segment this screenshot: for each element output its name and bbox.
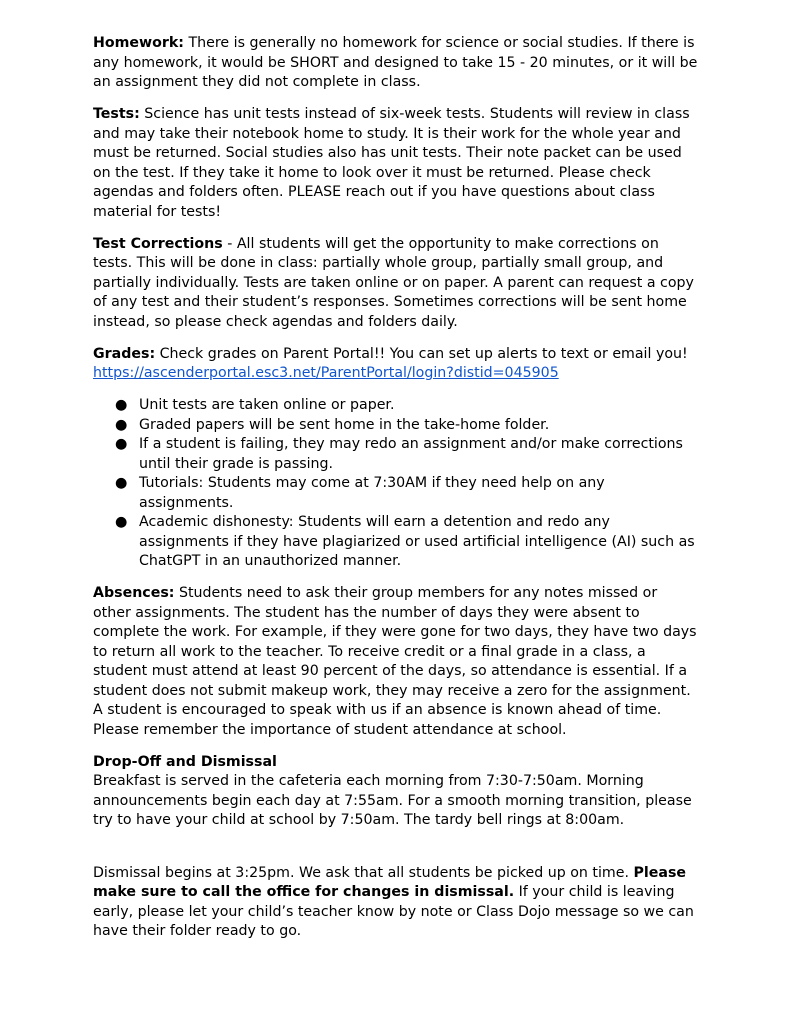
test-corrections-section bbox=[93, 235, 699, 333]
bullet-icon: ● bbox=[115, 397, 128, 413]
list-item-text: Graded papers will be sent home in the take-home folder. bbox=[139, 416, 550, 433]
dismissal-bold-text: Please make sure to call the office for changes in dismissal. bbox=[93, 864, 687, 900]
parent-portal-link[interactable]: https://ascenderportal.esc3.net/ParentPortal/login?distid=045905 bbox=[93, 365, 559, 381]
absences-text: Students need to ask their group members for any notes missed or other assignments. The student has the number of days they were absent to complete the work. For example, if they were gone for two days, they have two days to return all work to the teacher. To receive credit or a final grade in a class, a student must attend at least 90 percent of the days, so attendance is essential. If a student does not submit makeup work, they may receive a zero for the assignment. A student is encouraged to speak with us if an absence is known ahead of time. Please remember the importance of student attendance at school. bbox=[93, 585, 697, 738]
tests-text: Science has unit tests instead of six-week tests. Students will review in class and may take their notebook home to study. It is their work for the whole year and must be returned. Social studies also has unit tests. Their note packet can be used on the test. If they take it home to look over it must be returned. Please check agendas and folders often. PLEASE reach out if you have questions about class material for tests! bbox=[93, 106, 690, 220]
bullet-icon: ● bbox=[115, 436, 128, 452]
homework-text: There is generally no homework for science or social studies. If there is any homework, it would be SHORT and designed to take 15 - 20 minutes, or it will be an assignment they did not complete in class. bbox=[93, 35, 698, 90]
dismissal-text-end: If your child is leaving early, please let your child’s teacher know by note or Class Dojo message so we can have their folder ready to go. bbox=[93, 884, 694, 939]
test-corrections-label: Test Corrections bbox=[93, 235, 223, 252]
grades-text: Check grades on Parent Portal!! You can set up alerts to text or email you! bbox=[155, 345, 688, 362]
list-item bbox=[93, 435, 699, 474]
grades-bullet-list bbox=[93, 396, 699, 572]
dropoff-heading: Drop-Off and Dismissal bbox=[93, 753, 277, 770]
list-item bbox=[93, 396, 699, 416]
list-item bbox=[93, 474, 699, 513]
list-item-text: Academic dishonesty: Students will earn a detention and redo any assignments if they have plagiarized or used artificial intelligence (AI) such as ChatGPT in an unauthorized manner. bbox=[139, 514, 695, 569]
grades-label: Grades: bbox=[93, 345, 156, 362]
dropoff-section bbox=[93, 753, 699, 831]
homework-label: Homework: bbox=[93, 35, 184, 51]
grades-section bbox=[93, 345, 699, 384]
bullet-icon: ● bbox=[115, 475, 128, 491]
test-corrections-text: - All students will get the opportunity to make corrections on tests. This will be done in class: partially whole group, partially small group, and partially individually. Tests are taken online or on paper. A parent can request a copy of any test and their student’s responses. Sometimes corrections will be sent home instead, so please check agendas and folders daily. bbox=[93, 235, 694, 330]
list-item-text: Unit tests are taken online or paper. bbox=[139, 397, 395, 413]
dismissal-text: Dismissal begins at 3:25pm. We ask that all students be picked up on time. bbox=[93, 864, 634, 881]
bullet-icon: ● bbox=[115, 514, 128, 530]
list-item-text: Tutorials: Students may come at 7:30AM if they need help on any assignments. bbox=[139, 475, 605, 511]
document-page bbox=[93, 34, 699, 942]
blank-line bbox=[93, 831, 699, 864]
list-item bbox=[93, 416, 699, 436]
tests-label: Tests: bbox=[93, 106, 140, 122]
tests-section bbox=[93, 105, 699, 222]
absences-label: Absences: bbox=[93, 585, 175, 601]
breakfast-text: Breakfast is served in the cafeteria each morning from 7:30-7:50am. Morning announcements begin each day at 7:55am. For a smooth morning transition, please try to have your child at school by 7:50am. The tardy bell rings at 8:00am. bbox=[93, 773, 692, 828]
absences-section bbox=[93, 584, 699, 740]
list-item-text: If a student is failing, they may redo an assignment and/or make corrections until their grade is passing. bbox=[139, 436, 683, 472]
dismissal-section bbox=[93, 864, 699, 942]
list-item bbox=[93, 513, 699, 572]
homework-section bbox=[93, 34, 699, 93]
bullet-icon: ● bbox=[115, 416, 128, 433]
